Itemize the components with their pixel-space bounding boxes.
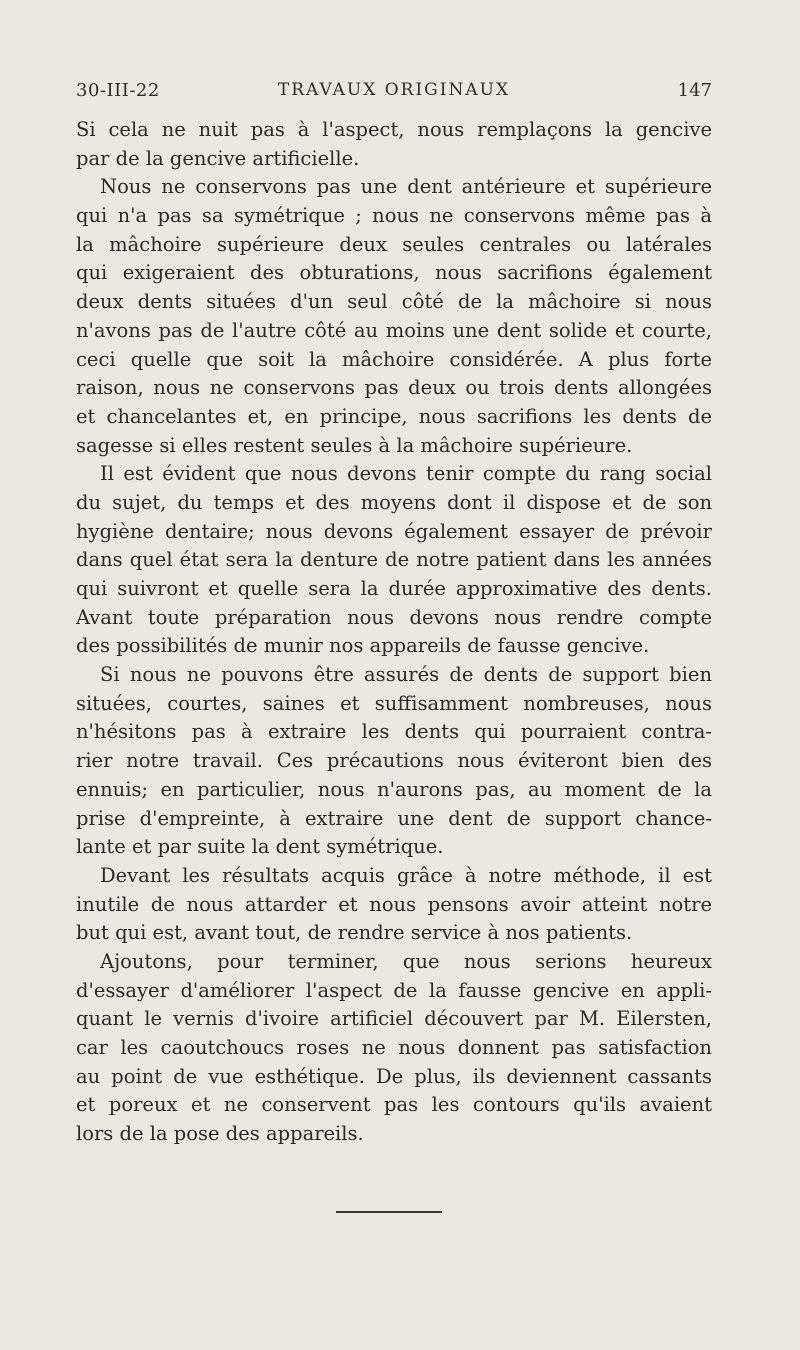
paragraph [76,862,712,948]
text-line: prise d'empreinte, à extraire une dent de support chance- [76,806,712,830]
text-line: Si nous ne pouvons être assurés de dents de support bien [100,663,712,687]
text-line: but qui est, avant tout, de rendre service à nos patients. [76,921,633,945]
page-number: 147 [677,80,712,101]
text-line: rier notre travail. Ces précautions nous éviteront bien des [76,749,712,773]
text-line: deux dents situées d'un seul côté de la mâchoire si nous [76,290,712,314]
text-line: du sujet, du temps et des moyens dont il dispose et de son [76,490,712,514]
text-line: qui n'a pas sa symétrique ; nous ne conservons même pas à [76,204,712,228]
text-line: la mâchoire supérieure deux seules centrales ou latérales [76,232,712,256]
text-line: des possibilités de munir nos appareils de fausse gencive. [76,634,650,658]
text-line: hygiène dentaire; nous devons également essayer de prévoir [76,519,712,543]
paragraph [76,116,712,173]
text-line: au point de vue esthétique. De plus, ils deviennent cassants [76,1064,712,1088]
text-line: dans quel état sera la denture de notre patient dans les années [76,548,712,572]
text-line: Devant les résultats acquis grâce à notre méthode, il est [100,863,712,887]
body-text [76,116,712,1149]
text-line: Avant toute préparation nous devons nous rendre compte [76,605,712,629]
text-line: Nous ne conservons pas une dent antérieure et supérieure [100,175,712,199]
text-line: d'essayer d'améliorer l'aspect de la fausse gencive en appli- [76,978,712,1002]
text-line: n'hésitons pas à extraire les dents qui pourraient contra- [76,720,712,744]
text-line: ennuis; en particulier, nous n'aurons pas, au moment de la [76,777,712,801]
text-line: quant le vernis d'ivoire artificiel découvert par M. Eilersten, [76,1007,712,1031]
text-line: Ajoutons, pour terminer, que nous serions heureux [100,949,712,973]
text-line: car les caoutchoucs roses ne nous donnent pas satisfaction [76,1036,712,1059]
text-line: lante et par suite la dent symétrique. [76,835,444,859]
text-line: par de la gencive artificielle. [76,146,360,170]
text-line: et poreux et ne conservent pas les contours qu'ils avaient [76,1093,712,1117]
section-title: TRAVAUX ORIGINAUX [277,80,511,100]
text-line: lors de la pose des appareils. [76,1122,364,1146]
paragraph [76,661,712,862]
paragraph [76,948,712,1149]
header-date: 30-III-22 [76,80,160,101]
text-line: n'avons pas de l'autre côté au moins une dent solide et courte, [76,318,712,342]
text-line: qui suivront et quelle sera la durée approximative des dents. [76,577,712,600]
paragraph [76,173,712,460]
text-line: Si cela ne nuit pas à l'aspect, nous remplaçons la gencive [76,118,712,141]
text-line: qui exigeraient des obturations, nous sacrifions également [76,261,712,285]
text-line: Il est évident que nous devons tenir compte du rang social [100,462,712,486]
text-line: raison, nous ne conservons pas deux ou trois dents allongées [76,376,712,400]
text-line: inutile de nous attarder et nous pensons avoir atteint notre [76,892,712,916]
text-line: et chancelantes et, en principe, nous sacrifions les dents de [76,404,712,428]
text-line: situées, courtes, saines et suffisamment nombreuses, nous [76,691,712,715]
paragraph [76,460,712,661]
text-line: sagesse si elles restent seules à la mâchoire supérieure. [76,433,633,457]
section-end-rule [336,1211,442,1213]
text-line: ceci quelle que soit la mâchoire considérée. A plus forte [76,347,712,371]
running-head [76,80,712,104]
